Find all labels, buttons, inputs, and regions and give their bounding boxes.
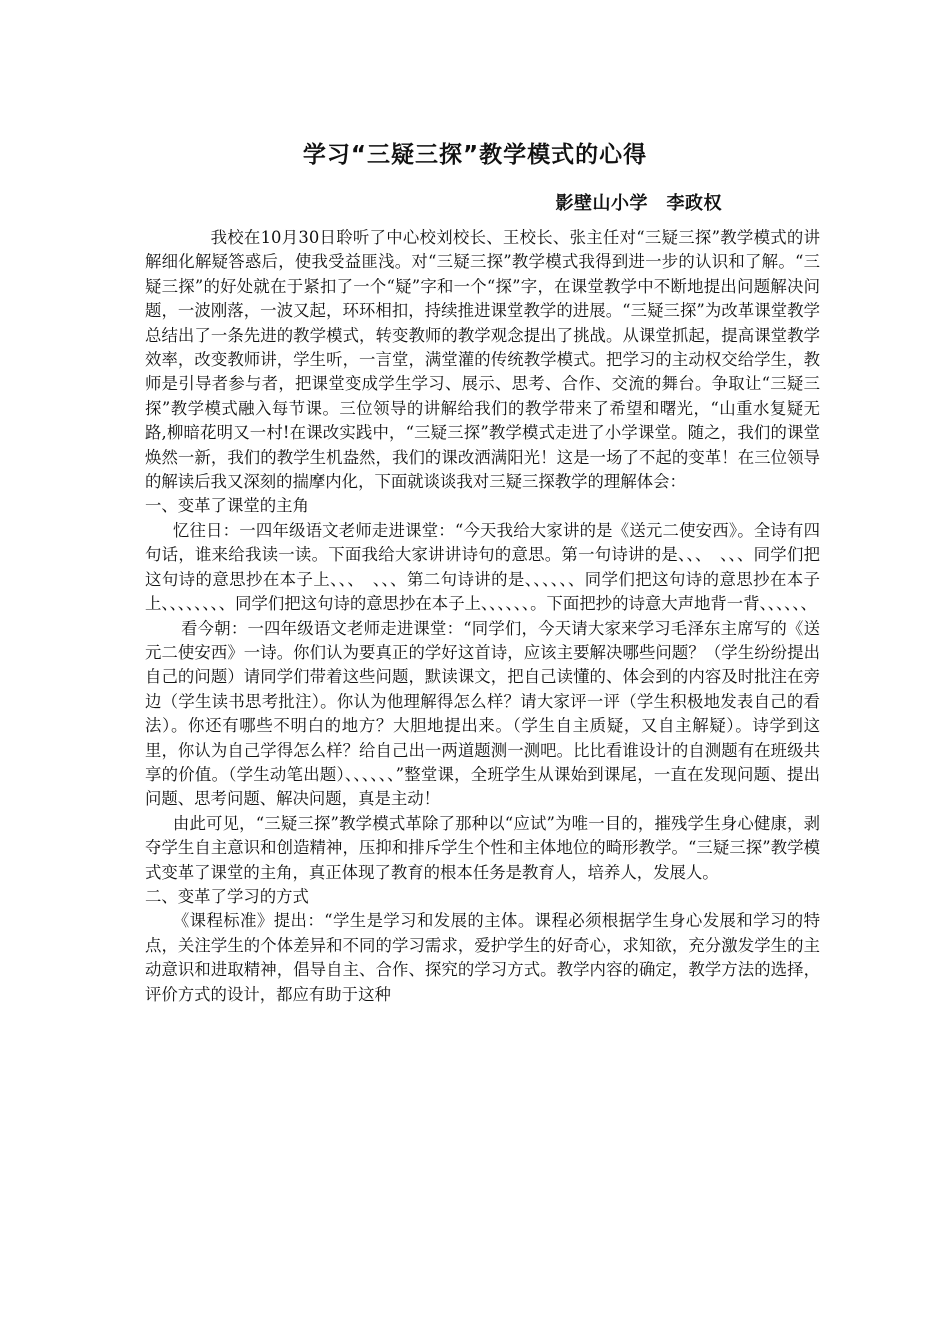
section-heading-1: 一、变革了课堂的主角 <box>145 496 309 516</box>
paragraph-conclusion: 由此可见，“三疑三探”教学模式革除了那种以“应试”为唯一目的，摧残学生身心健康，剥夺学生自主意识和创造精神，压抑和排斥学生个性和主体地位的畸形教学。“三疑三探”教学模式变革了课堂的主角，真正体现了教育的根本任务是教育人，培养人，发展人。 <box>145 813 820 882</box>
document-title: 学习“三疑三探”教学模式的心得 <box>302 142 648 168</box>
paragraph-intro: 我校在10月30日聆听了中心校刘校长、王校长、张主任对“三疑三探”教学模式的讲解细化解疑答惑后，使我受益匪浅。对“三疑三探”教学模式我得到进一步的认识和了解。“三疑三探”的好处就在于紧扣了一个“疑”字和一个“探”字，在课堂教学中不断地提出问题解决问题，一波刚落，一波又起，环环相扣，持续推进课堂教学的进展。“三疑三探”为改革课堂教学总结出了一条先进的教学模式，转变教师的教学观念提出了挑战。从课堂抓起，提高课堂教学效率，改变教师讲，学生听，一言堂，满堂灌的传统教学模式。把学习的主动权交给学生，教师是引导者参与者，把课堂变成学生学习、展示、思考、合作、交流的舞台。争取让“三疑三探”教学模式融入每节课。三位领导的讲解给我们的教学带来了希望和曙光，“山重水复疑无路,柳暗花明又一村!在课改实践中，“三疑三探”教学模式走进了小学课堂。随之，我们的课堂焕然一新，我们的教学生机盎然，我们的课改洒满阳光！这是一场了不起的变革！在三位领导的解读后我又深刻的揣摩内化，下面就谈谈我对三疑三探教学的理解体会： <box>145 228 820 492</box>
document-body <box>145 226 820 1007</box>
paragraph-past-class: 忆往日：一四年级语文老师走进课堂：“今天我给大家讲的是《送元二使安西》。全诗有四句话，谁来给我读一读。下面我给大家讲讲诗句的意思。第一句诗讲的是、、、 、、、同学们把这句诗的意思抄在本子上、、、 、、、第二句诗讲的是、、、、、、同学们把这句诗的意思抄在本子上、、、、、、、、同学们把这句诗的意思抄在本子上、、、、、、。下面把抄的诗意大声地背一背、、、、、、 <box>145 520 820 614</box>
paragraph-present-class: 看今朝：一四年级语文老师走进课堂：“同学们，今天请大家来学习毛泽东主席写的《送元二使安西》一诗。你们认为要真正的学好这首诗，应该主要解决哪些问题？（学生纷纷提出自己的问题）请同学们带着这些问题，默读课文，把自己读懂的、体会到的内容及时批注在旁边（学生读书思考批注）。你认为他理解得怎么样？请大家评一评（学生积极地发表自己的看法）。你还有哪些不明白的地方？大胆地提出来。（学生自主质疑，又自主解疑）。诗学到这里，你认为自己学得怎么样？给自己出一两道题测一测吧。比比看谁设计的自测题有在班级共享的价值。（学生动笔出题）、、、、、、”整堂课，全班学生从课始到课尾，一直在发现问题、提出问题、思考问题、解决问题，真是主动！ <box>145 618 820 809</box>
section-heading-2: 二、变革了学习的方式 <box>145 886 309 906</box>
author-byline: 影壁山小学 李政权 <box>555 193 722 214</box>
paragraph-curriculum: 《课程标准》提出：“学生是学习和发展的主体。课程必须根据学生身心发展和学习的特点，关注学生的个体差异和不同的学习需求，爱护学生的好奇心，求知欲，充分激发学生的主动意识和进取精神，倡导自主、合作、探究的学习方式。教学内容的确定，教学方法的选择，评价方式的设计，都应有助于这种 <box>145 911 820 1004</box>
